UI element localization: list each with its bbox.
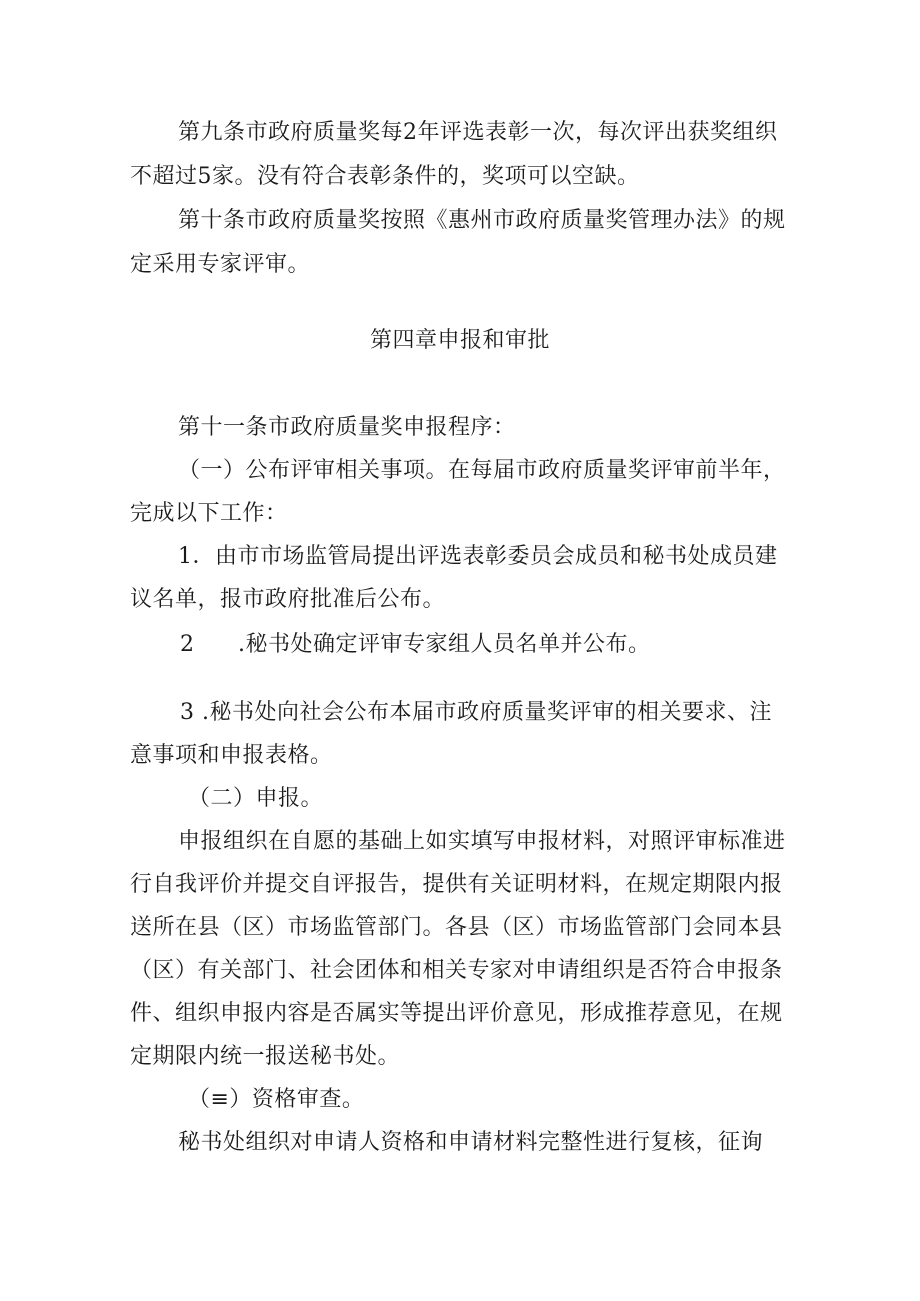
item-3-heading: （≡）资格审查。 (188, 1087, 365, 1112)
sub-item-2-text: .秘书处确定评审专家组人员名单并公布。 (238, 632, 651, 657)
article-9-line-1: 第九条市政府质量奖每2年评选表彰一次，每次评出获奖组织 (178, 120, 778, 145)
item-2-para-line: （区）有关部门、社会团体和相关专家对申请组织是否符合申报条 (130, 958, 783, 983)
item-3-line-1: 秘书处组织对申请人资格和申请材料完整性进行复核，征询 (178, 1130, 764, 1155)
sub-item-1-line-1: 1．由市市场监管局提出评选表彰委员会成员和秘书处成员建 (178, 544, 778, 569)
article-11-heading: 第十一条市政府质量奖申报程序： (178, 415, 516, 440)
item-1-line-2: 完成以下工作： (130, 501, 288, 526)
item-2-heading: （二）申报。 (188, 786, 324, 811)
chapter-4-title: 第四章申报和审批 (369, 328, 550, 353)
sub-item-3-line-2: 意事项和申报表格。 (130, 743, 333, 768)
item-2-para-line: 送所在县（区）市场监管部门。各县（区）市场监管部门会同本县 (130, 915, 783, 940)
item-2-para-line: 件、组织申报内容是否属实等提出评价意见，形成推荐意见，在规 (130, 1001, 783, 1026)
article-10-line-2: 定采用专家评审。 (130, 252, 311, 277)
item-2-para-line: 行自我评价并提交自评报告，提供有关证明材料，在规定期限内报 (130, 872, 783, 897)
item-1-line-1: （一）公布评审相关事项。在每届市政府质量奖评审前半年， (178, 458, 786, 483)
item-2-para-line: 申报组织在自愿的基础上如实填写申报材料，对照评审标准进 (178, 829, 786, 854)
sub-item-2-number: 2 (180, 632, 195, 657)
article-9-line-2: 不超过5家。没有符合表彰条件的，奖项可以空缺。 (130, 164, 640, 189)
sub-item-1-line-2: 议名单，报市政府批准后公布。 (130, 587, 446, 612)
article-10-line-1: 第十条市政府质量奖按照《惠州市政府质量奖管理办法》的规 (178, 208, 786, 233)
sub-item-3-line-1: 3 .秘书处向社会公布本届市政府质量奖评审的相关要求、注 (180, 700, 772, 725)
item-2-para-line: 定期限内统一报送秘书处。 (130, 1044, 401, 1069)
